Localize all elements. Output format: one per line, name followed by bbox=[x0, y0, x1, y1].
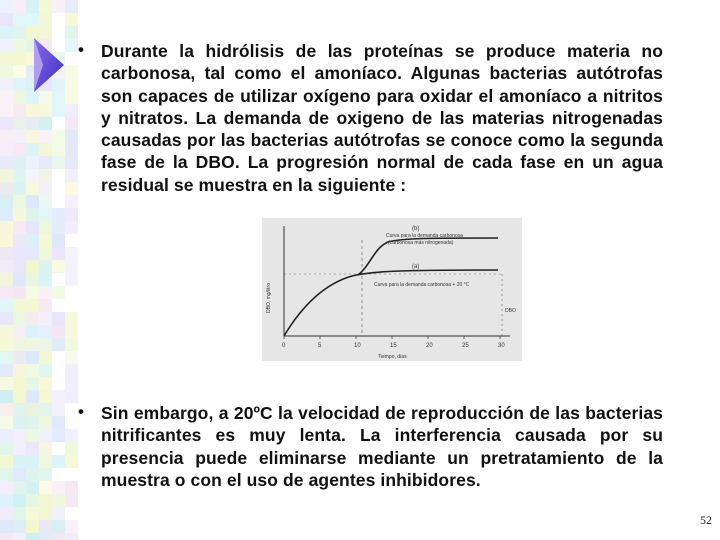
mosaic-tile bbox=[26, 403, 39, 416]
mosaic-tile bbox=[65, 247, 78, 286]
mosaic-tile bbox=[52, 0, 65, 13]
mosaic-tile bbox=[65, 533, 78, 540]
mosaic-tile bbox=[26, 156, 39, 169]
mosaic-tile bbox=[39, 312, 52, 325]
mosaic-tile bbox=[39, 234, 52, 247]
mosaic-tile bbox=[52, 286, 65, 299]
mosaic-tile bbox=[39, 364, 52, 377]
mosaic-tile bbox=[0, 78, 13, 91]
mosaic-tile bbox=[65, 455, 78, 468]
y-axis-label: DBO, mg/litro bbox=[266, 282, 272, 313]
x-tick-label: 5 bbox=[318, 343, 322, 349]
mosaic-tile bbox=[39, 533, 52, 540]
mosaic-tile bbox=[0, 247, 13, 260]
label-a: (a) bbox=[412, 264, 420, 270]
mosaic-tile bbox=[13, 195, 26, 208]
mosaic-tile bbox=[39, 468, 52, 481]
x-tick-label: 0 bbox=[282, 343, 286, 349]
bullet-marker: • bbox=[78, 40, 84, 59]
mosaic-tile bbox=[0, 494, 13, 507]
mosaic-tile bbox=[26, 273, 39, 286]
mosaic-tile bbox=[39, 507, 52, 520]
mosaic-tile bbox=[0, 455, 13, 468]
mosaic-tile bbox=[52, 416, 65, 442]
mosaic-tile bbox=[0, 416, 13, 429]
mosaic-tile bbox=[0, 468, 13, 481]
mosaic-tile bbox=[0, 364, 13, 377]
mosaic-tile bbox=[65, 0, 78, 13]
curve-a bbox=[284, 270, 498, 336]
mosaic-tile bbox=[26, 0, 39, 13]
x-tick-label: 25 bbox=[462, 343, 469, 349]
mosaic-tile bbox=[39, 117, 52, 130]
page-number: 52 bbox=[700, 513, 712, 527]
mosaic-tile bbox=[65, 208, 78, 234]
x-tick-label: 10 bbox=[354, 343, 361, 349]
curve-b-label-line1: Curva para la demanda carbonosa bbox=[386, 233, 463, 239]
bullet-text-1: Durante la hidrólisis de las proteínas se produce materia no carbonosa, tal como el amoníaco. Algunas bacterias autótrofas son capaces de utilizar oxígeno para oxidar el amoníaco a nitritos y nitratos. La demanda de oxigeno de las materias nitrogenadas causadas por las bacterias autótrofas se conoce como la segunda fase de la DBO. La progresión normal de cada fase en un agua residual se muestra en la siguiente : bbox=[101, 41, 663, 195]
mosaic-tile bbox=[0, 533, 13, 540]
mosaic-tile bbox=[26, 247, 39, 260]
x-tick-label: 15 bbox=[390, 343, 397, 349]
curve-b-label-line2: (carbonosa más nitrogenada) bbox=[388, 240, 454, 246]
mosaic-tile bbox=[26, 338, 39, 351]
mosaic-tile bbox=[65, 442, 78, 455]
mosaic-tile bbox=[39, 299, 52, 312]
mosaic-tile bbox=[26, 442, 39, 455]
mosaic-tile bbox=[0, 13, 13, 26]
mosaic-tile bbox=[65, 390, 78, 403]
mosaic-tile bbox=[52, 234, 65, 247]
mosaic-tile bbox=[0, 273, 13, 286]
mosaic-tile bbox=[13, 52, 26, 65]
mosaic-tile bbox=[0, 26, 13, 39]
mosaic-tile bbox=[13, 455, 26, 468]
mosaic-tile bbox=[13, 65, 26, 78]
mosaic-tile bbox=[65, 104, 78, 117]
right-axis-label: DBO bbox=[505, 308, 516, 314]
mosaic-tile bbox=[0, 351, 13, 364]
mosaic-tile bbox=[52, 247, 65, 260]
mosaic-tile bbox=[13, 416, 26, 429]
x-axis-label: Tiempo, días bbox=[378, 354, 407, 360]
bod-curve-figure bbox=[262, 218, 522, 361]
mosaic-tile bbox=[52, 130, 65, 156]
mosaic-tile bbox=[52, 260, 65, 273]
mosaic-tile bbox=[0, 403, 13, 416]
mosaic-tile bbox=[0, 208, 13, 221]
mosaic-tile bbox=[65, 65, 78, 104]
mosaic-tile bbox=[52, 481, 65, 494]
mosaic-tile bbox=[26, 169, 39, 182]
curve-a-label: Curva para la demanda carbonosa + 20 °C bbox=[374, 282, 470, 288]
mosaic-tile bbox=[65, 156, 78, 182]
x-tick-labels bbox=[282, 336, 505, 349]
mosaic-tile bbox=[65, 364, 78, 390]
mosaic-tile bbox=[39, 377, 52, 390]
mosaic-tile bbox=[39, 143, 52, 156]
mosaic-tile bbox=[39, 182, 52, 195]
mosaic-tile bbox=[65, 481, 78, 507]
mosaic-tile bbox=[0, 286, 13, 299]
mosaic-tile bbox=[26, 351, 39, 364]
mosaic-tile bbox=[52, 455, 65, 468]
mosaic-tile bbox=[13, 0, 26, 13]
bod-curve-svg bbox=[262, 218, 522, 361]
mosaic-tile bbox=[39, 273, 52, 286]
triangle-arrow-icon bbox=[30, 36, 66, 94]
bullet-text-2: Sin embargo, a 20ºC la velocidad de reproducción de las bacterias nitrificantes es muy lenta. La interferencia causada por su presencia puede eliminarse mediante un pretratamiento de la muestra o con el uso de agentes inhibidores. bbox=[101, 403, 663, 490]
mosaic-tile bbox=[52, 533, 65, 540]
mosaic-tile bbox=[39, 351, 52, 364]
mosaic-tile bbox=[0, 390, 13, 403]
label-b: (b) bbox=[412, 226, 420, 232]
mosaic-tile bbox=[0, 117, 13, 130]
mosaic-tile bbox=[65, 26, 78, 52]
mosaic-tile bbox=[39, 416, 52, 429]
mosaic-tile bbox=[65, 520, 78, 533]
x-tick-label: 20 bbox=[426, 343, 433, 349]
mosaic-tile bbox=[52, 338, 65, 351]
mosaic-tile bbox=[39, 481, 52, 494]
mosaic-tile bbox=[0, 52, 13, 65]
mosaic-tile bbox=[52, 156, 65, 169]
mosaic-tile bbox=[13, 533, 26, 540]
bullet-marker: • bbox=[78, 402, 84, 421]
mosaic-tile bbox=[26, 533, 39, 540]
x-tick-label: 30 bbox=[498, 343, 505, 349]
mosaic-tile bbox=[0, 312, 13, 325]
mosaic-tile bbox=[39, 403, 52, 416]
mosaic-tile bbox=[39, 195, 52, 208]
mosaic-tile bbox=[52, 325, 65, 338]
mosaic-tile bbox=[0, 91, 13, 104]
